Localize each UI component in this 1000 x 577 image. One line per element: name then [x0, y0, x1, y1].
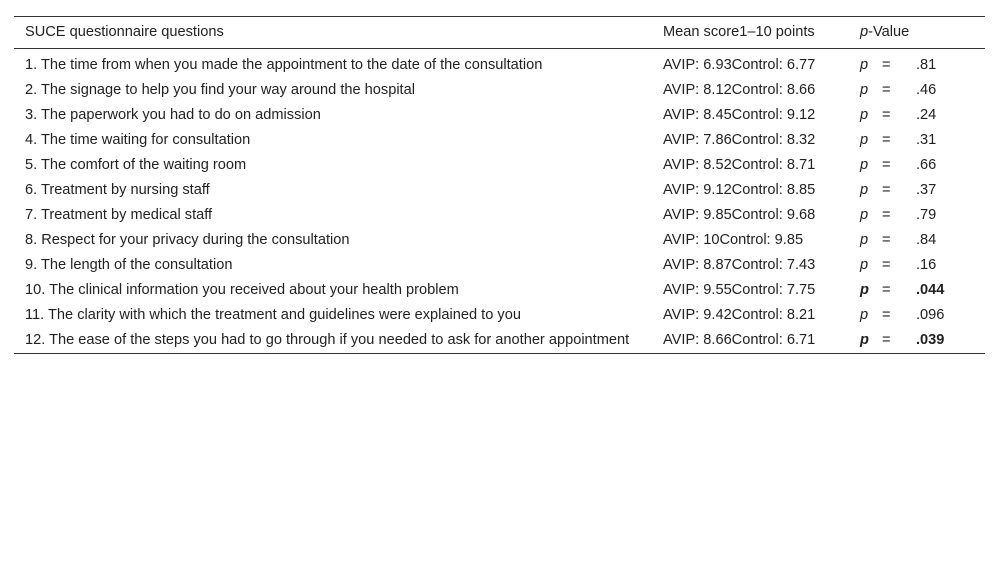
p-value-expression: [860, 205, 975, 226]
question-cell: 9. The length of the consultation: [25, 257, 233, 273]
equals-symbol: =: [882, 57, 891, 73]
table-row: [14, 203, 985, 228]
mean-score-cell: AVIP: 8.87Control: 7.43: [663, 257, 816, 273]
table-row: [14, 178, 985, 203]
p-value-number: .84: [916, 232, 937, 248]
header-mean-score: Mean score1–10 points: [663, 24, 815, 40]
p-value-expression: [860, 80, 975, 101]
p-value-cell: [849, 253, 985, 278]
p-value-cell: [849, 178, 985, 203]
table-row: [14, 49, 985, 79]
p-value-cell: [849, 203, 985, 228]
p-value-expression: [860, 230, 975, 251]
equals-symbol: =: [882, 257, 891, 273]
mean-score-cell: AVIP: 9.42Control: 8.21: [663, 307, 816, 323]
p-value-cell: [849, 328, 985, 354]
p-value-number: .044: [916, 282, 945, 298]
p-symbol: p: [860, 57, 869, 73]
table-row: [14, 78, 985, 103]
header-p-rest: -Value: [868, 24, 910, 40]
table-body: [14, 49, 985, 354]
p-value-number: .24: [916, 107, 937, 123]
table-row: [14, 228, 985, 253]
p-value-expression: [860, 105, 975, 126]
question-cell: 7. Treatment by medical staff: [25, 207, 213, 223]
p-value-cell: [849, 303, 985, 328]
p-symbol: p: [860, 282, 869, 298]
p-value-cell: [849, 278, 985, 303]
mean-score-cell: AVIP: 9.85Control: 9.68: [663, 207, 816, 223]
p-symbol: p: [860, 132, 869, 148]
p-symbol: p: [860, 332, 869, 348]
p-value-cell: [849, 78, 985, 103]
p-value-cell: [849, 103, 985, 128]
mean-score-cell: AVIP: 9.55Control: 7.75: [663, 282, 816, 298]
p-value-number: .37: [916, 182, 937, 198]
p-value-number: .039: [916, 332, 945, 348]
p-value-cell: [849, 228, 985, 253]
p-symbol: p: [860, 182, 869, 198]
p-value-number: .66: [916, 157, 937, 173]
table-row: [14, 103, 985, 128]
mean-score-cell: AVIP: 8.66Control: 6.71: [663, 332, 816, 348]
question-cell: 5. The comfort of the waiting room: [25, 157, 247, 173]
equals-symbol: =: [882, 232, 891, 248]
suce-results-table: [14, 16, 985, 354]
p-value-number: .79: [916, 207, 937, 223]
p-symbol: p: [860, 257, 869, 273]
p-value-cell: [849, 49, 985, 79]
table-row: [14, 303, 985, 328]
table-row: [14, 128, 985, 153]
p-symbol: p: [860, 157, 869, 173]
equals-symbol: =: [882, 82, 891, 98]
mean-score-cell: AVIP: 8.12Control: 8.66: [663, 82, 816, 98]
p-value-expression: [860, 305, 975, 326]
table-row: [14, 328, 985, 354]
question-cell: 10. The clinical information you received about your health problem: [25, 282, 459, 298]
question-cell: 6. Treatment by nursing staff: [25, 182, 210, 198]
question-cell: 12. The ease of the steps you had to go through if you needed to ask for another appointment: [25, 332, 630, 348]
equals-symbol: =: [882, 132, 891, 148]
p-value-cell: [849, 128, 985, 153]
mean-score-cell: AVIP: 10Control: 9.85: [663, 232, 804, 248]
mean-score-cell: AVIP: 6.93Control: 6.77: [663, 57, 816, 73]
header-p-italic: p: [860, 24, 869, 40]
table-row: [14, 153, 985, 178]
mean-score-cell: AVIP: 7.86Control: 8.32: [663, 132, 816, 148]
question-cell: 4. The time waiting for consultation: [25, 132, 251, 148]
p-value-cell: [849, 153, 985, 178]
equals-symbol: =: [882, 207, 891, 223]
p-value-number: .16: [916, 257, 937, 273]
p-symbol: p: [860, 82, 869, 98]
equals-symbol: =: [882, 307, 891, 323]
p-symbol: p: [860, 307, 869, 323]
p-value-expression: [860, 130, 975, 151]
p-value-expression: [860, 180, 975, 201]
table-header-row: [14, 17, 985, 49]
equals-symbol: =: [882, 157, 891, 173]
table-row: [14, 278, 985, 303]
table-row: [14, 253, 985, 278]
p-value-number: .31: [916, 132, 937, 148]
question-cell: 2. The signage to help you find your way around the hospital: [25, 82, 415, 98]
header-question: SUCE questionnaire questions: [25, 24, 224, 40]
question-cell: 1. The time from when you made the appointment to the date of the consultation: [25, 57, 543, 73]
p-value-expression: [860, 255, 975, 276]
question-cell: 8. Respect for your privacy during the consultation: [25, 232, 350, 248]
equals-symbol: =: [882, 332, 891, 348]
p-value-expression: [860, 55, 975, 76]
equals-symbol: =: [882, 182, 891, 198]
equals-symbol: =: [882, 282, 891, 298]
p-symbol: p: [860, 232, 869, 248]
header-p-value: [849, 17, 985, 49]
mean-score-cell: AVIP: 9.12Control: 8.85: [663, 182, 816, 198]
p-value-number: .46: [916, 82, 937, 98]
p-value-number: .81: [916, 57, 937, 73]
equals-symbol: =: [882, 107, 891, 123]
p-value-number: .096: [916, 307, 945, 323]
p-value-expression: [860, 155, 975, 176]
p-value-expression: [860, 330, 975, 351]
p-symbol: p: [860, 207, 869, 223]
mean-score-cell: AVIP: 8.52Control: 8.71: [663, 157, 816, 173]
mean-score-cell: AVIP: 8.45Control: 9.12: [663, 107, 816, 123]
question-cell: 3. The paperwork you had to do on admission: [25, 107, 321, 123]
question-cell: 11. The clarity with which the treatment and guidelines were explained to you: [25, 307, 521, 323]
p-symbol: p: [860, 107, 869, 123]
p-value-expression: [860, 280, 975, 301]
